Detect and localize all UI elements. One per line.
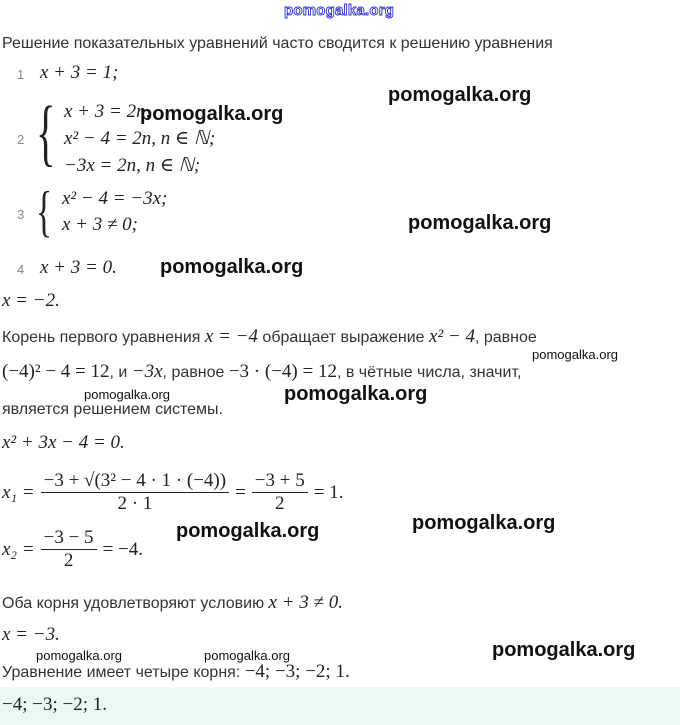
conclusion-roots: −4; −3; −2; 1. [244,661,350,682]
watermark-1: pomogalka.org [140,103,284,125]
watermark-10: pomogalka.org [36,648,122,663]
x1-numerator-2: −3 + 5 [252,470,308,493]
para-math-minus3-times: −3 · (−4) = 12 [228,361,337,382]
x2-numerator: −3 − 5 [41,527,97,550]
conclusion-line [2,661,350,683]
para-text-e: , равное [162,364,225,381]
watermark-12: pomogalka.org [492,639,636,661]
system-2-line-3: −3x = 2n, n ∈ ℕ; [64,155,201,176]
x2-formula [2,527,143,572]
para-text-f: , в чётные числа, значит, [336,364,522,381]
x1-fraction-1 [41,470,229,515]
x1-denominator-2: 2 [275,493,285,514]
watermark-3: pomogalka.org [408,212,552,234]
system-brace-3: { [36,181,53,243]
watermark-8: pomogalka.org [412,512,556,534]
equation-4: x + 3 = 0. [40,257,117,278]
condition-math: x + 3 ≠ 0. [268,592,343,613]
x1-denominator-1: 2 · 1 [117,493,153,514]
x2-lhs: x₂ = [2,538,35,560]
answer-text: −4; −3; −2; 1. [2,694,107,715]
paragraph-root-check-line-3: является решением системы. [2,401,223,418]
para-text-c: , равное [474,329,537,346]
watermark-4: pomogalka.org [160,256,304,278]
x2-rhs: = −4. [102,538,143,560]
watermark-6: pomogalka.org [84,387,170,402]
conclusion-text: Уравнение имеет четыре корня: [2,664,241,681]
list-number-3: 3 [17,207,25,222]
system-brace-2: { [36,92,56,174]
paragraph-root-check-line-2 [2,361,521,383]
x1-lhs: x₁ = [2,481,35,503]
x1-rhs: = 1. [313,481,344,503]
x2-denominator: 2 [63,550,74,571]
paragraph-root-check [2,326,537,348]
watermark-9: pomogalka.org [176,520,320,542]
system-2-line-1: x + 3 = 2n, [64,101,151,122]
list-number-1: 1 [17,67,25,82]
x1-fraction-2 [252,470,308,515]
para-math-x-eq-minus-4: x = −4 [204,326,258,347]
system-3-line-1: x² − 4 = −3x; [62,188,168,209]
x1-formula [2,470,343,515]
equation-1: x + 3 = 1; [40,62,119,83]
watermark-11: pomogalka.org [204,648,290,663]
list-number-4: 4 [17,262,25,277]
para-text-d: , и [109,364,128,381]
list-number-2: 2 [17,132,25,147]
watermark-2: pomogalka.org [388,84,532,106]
both-roots-text: Оба корня удовлетворяют условию [2,595,265,612]
para-math-x2-minus-4: x² − 4 [429,326,475,347]
watermark-7: pomogalka.org [284,383,428,405]
result-x-minus-2: x = −2. [2,290,60,311]
x2-fraction [41,527,97,572]
intro-text: Решение показательных уравнений часто сводится к решению уравнения [2,35,553,52]
system-2-line-2: x² − 4 = 2n, n ∈ ℕ; [64,128,216,149]
system-3-line-2: x + 3 ≠ 0; [62,214,139,235]
x1-equals: = [235,481,246,503]
para-text-b: обращает выражение [262,329,425,346]
site-watermark-header: pomogalka.org [284,2,395,19]
watermark-5: pomogalka.org [532,347,618,362]
answer-box [0,687,680,725]
para-text-a: Корень первого уравнения [2,329,201,346]
both-roots-line [2,592,343,614]
x1-numerator-1: −3 + √(3² − 4 · 1 · (−4)) [41,470,229,493]
para-math-minus-3x: −3x [131,361,163,382]
result-x-minus-3: x = −3. [2,624,60,645]
quadratic-equation: x² + 3x − 4 = 0. [2,432,125,453]
para-math-minus4-squared: (−4)² − 4 = 12 [2,361,110,382]
